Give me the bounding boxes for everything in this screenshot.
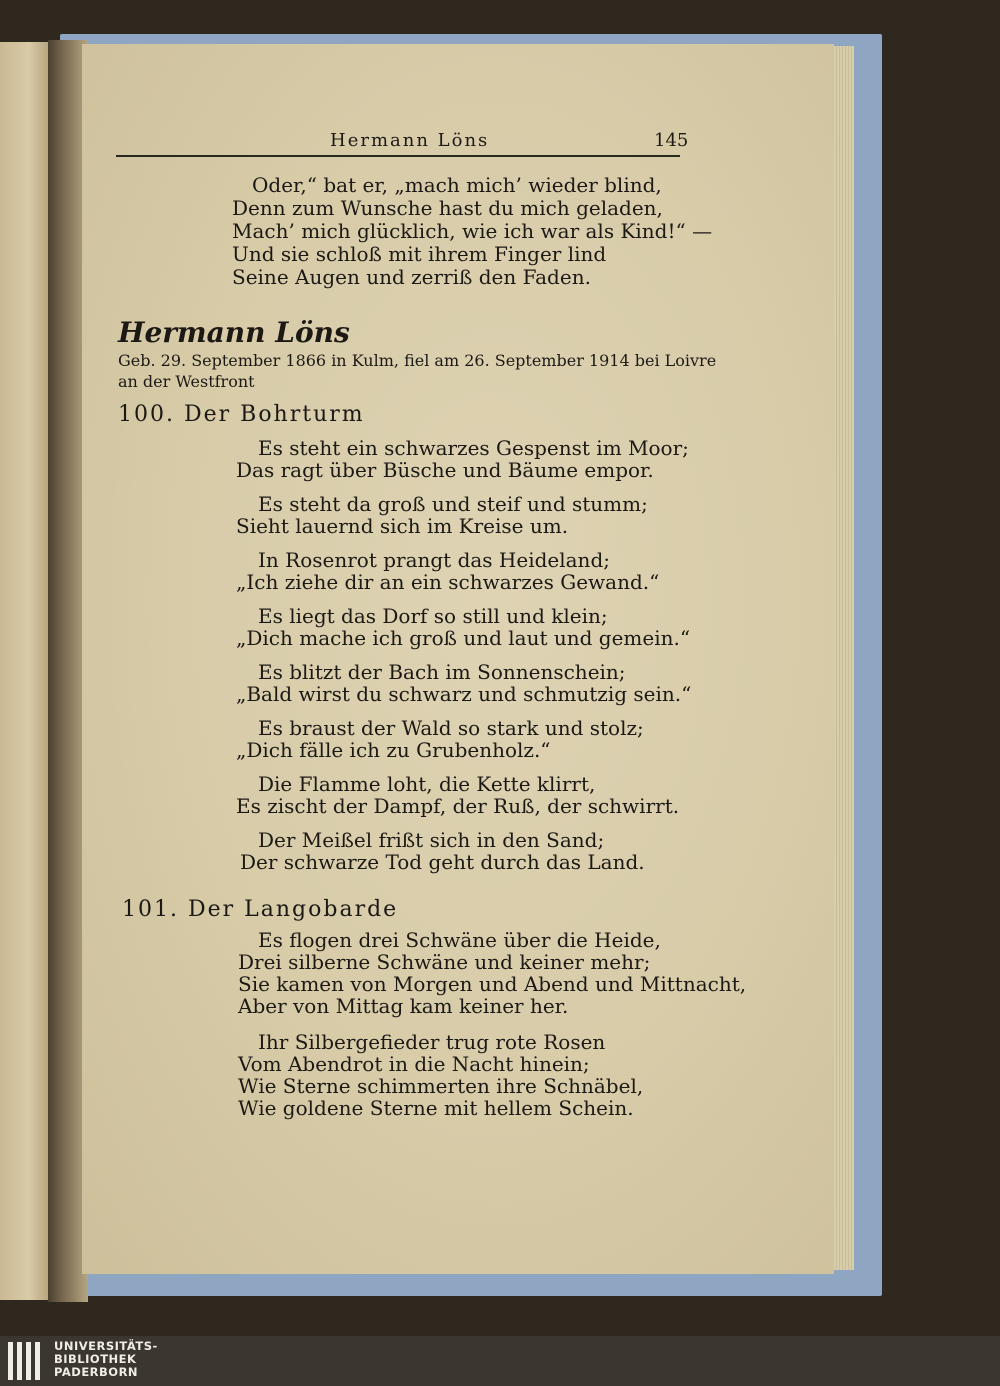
library-logo-text bbox=[54, 1340, 158, 1379]
running-head: Hermann Löns bbox=[330, 130, 490, 151]
poem-title: 100. Der Bohrturm bbox=[118, 402, 365, 427]
poem-line: Vom Abendrot in die Nacht hinein; bbox=[238, 1052, 590, 1076]
poem-line: „Bald wirst du schwarz und schmutzig sein.“ bbox=[236, 682, 692, 706]
author-bio: Geb. 29. September 1866 in Kulm, fiel am 26. September 1914 bei Loivre bbox=[118, 351, 717, 370]
poem-line: Sieht lauernd sich im Kreise um. bbox=[236, 514, 569, 538]
poem-line: Es flogen drei Schwäne über die Heide, bbox=[258, 928, 661, 952]
logo-line: UNIVERSITÄTS- bbox=[54, 1339, 158, 1353]
poem-line: „Dich fälle ich zu Grubenholz.“ bbox=[236, 738, 551, 762]
poem-line: Denn zum Wunsche hast du mich geladen, bbox=[232, 196, 663, 220]
poem-title: 101. Der Langobarde bbox=[122, 897, 399, 922]
poem-line: Aber von Mittag kam keiner her. bbox=[238, 994, 569, 1018]
poem-line: Drei silberne Schwäne und keiner mehr; bbox=[238, 950, 651, 974]
logo-line: PADERBORN bbox=[54, 1365, 139, 1379]
author-name: Hermann Löns bbox=[118, 316, 350, 349]
poem-line: Seine Augen und zerriß den Faden. bbox=[232, 265, 591, 289]
poem-line: Es steht da groß und steif und stumm; bbox=[258, 492, 648, 516]
left-page-edge bbox=[0, 42, 48, 1300]
poem-line: Ihr Silbergefieder trug rote Rosen bbox=[258, 1030, 606, 1054]
poem-line: In Rosenrot prangt das Heideland; bbox=[258, 548, 610, 572]
header-rule bbox=[116, 155, 680, 157]
poem-line: Und sie schloß mit ihrem Finger lind bbox=[232, 242, 607, 266]
poem-line: Der schwarze Tod geht durch das Land. bbox=[240, 850, 645, 874]
poem-line: Wie Sterne schimmerten ihre Schnäbel, bbox=[238, 1074, 644, 1098]
poem-line: Es liegt das Dorf so still und klein; bbox=[258, 604, 608, 628]
poem-line: Mach’ mich glücklich, wie ich war als Kind!“ — bbox=[232, 219, 713, 243]
poem-line: Es blitzt der Bach im Sonnenschein; bbox=[258, 660, 626, 684]
poem-line: Oder,“ bat er, „mach mich’ wieder blind, bbox=[252, 173, 662, 197]
library-logo-icon bbox=[8, 1342, 42, 1380]
poem-line: Sie kamen von Morgen und Abend und Mittnacht, bbox=[238, 972, 747, 996]
library-footer bbox=[0, 1336, 1000, 1386]
page-number: 145 bbox=[654, 130, 689, 151]
logo-line: BIBLIOTHEK bbox=[54, 1352, 137, 1366]
poem-line: „Ich ziehe dir an ein schwarzes Gewand.“ bbox=[236, 570, 660, 594]
poem-line: Es braust der Wald so stark und stolz; bbox=[258, 716, 644, 740]
author-bio: an der Westfront bbox=[118, 372, 255, 391]
poem-line: Der Meißel frißt sich in den Sand; bbox=[258, 828, 605, 852]
poem-line: Wie goldene Sterne mit hellem Schein. bbox=[238, 1096, 634, 1120]
poem-line: Es steht ein schwarzes Gespenst im Moor; bbox=[258, 436, 689, 460]
poem-line: Die Flamme loht, die Kette klirrt, bbox=[258, 772, 596, 796]
poem-line: „Dich mache ich groß und laut und gemein.“ bbox=[236, 626, 691, 650]
poem-line: Das ragt über Büsche und Bäume empor. bbox=[236, 458, 654, 482]
poem-line: Es zischt der Dampf, der Ruß, der schwirrt. bbox=[236, 794, 680, 818]
